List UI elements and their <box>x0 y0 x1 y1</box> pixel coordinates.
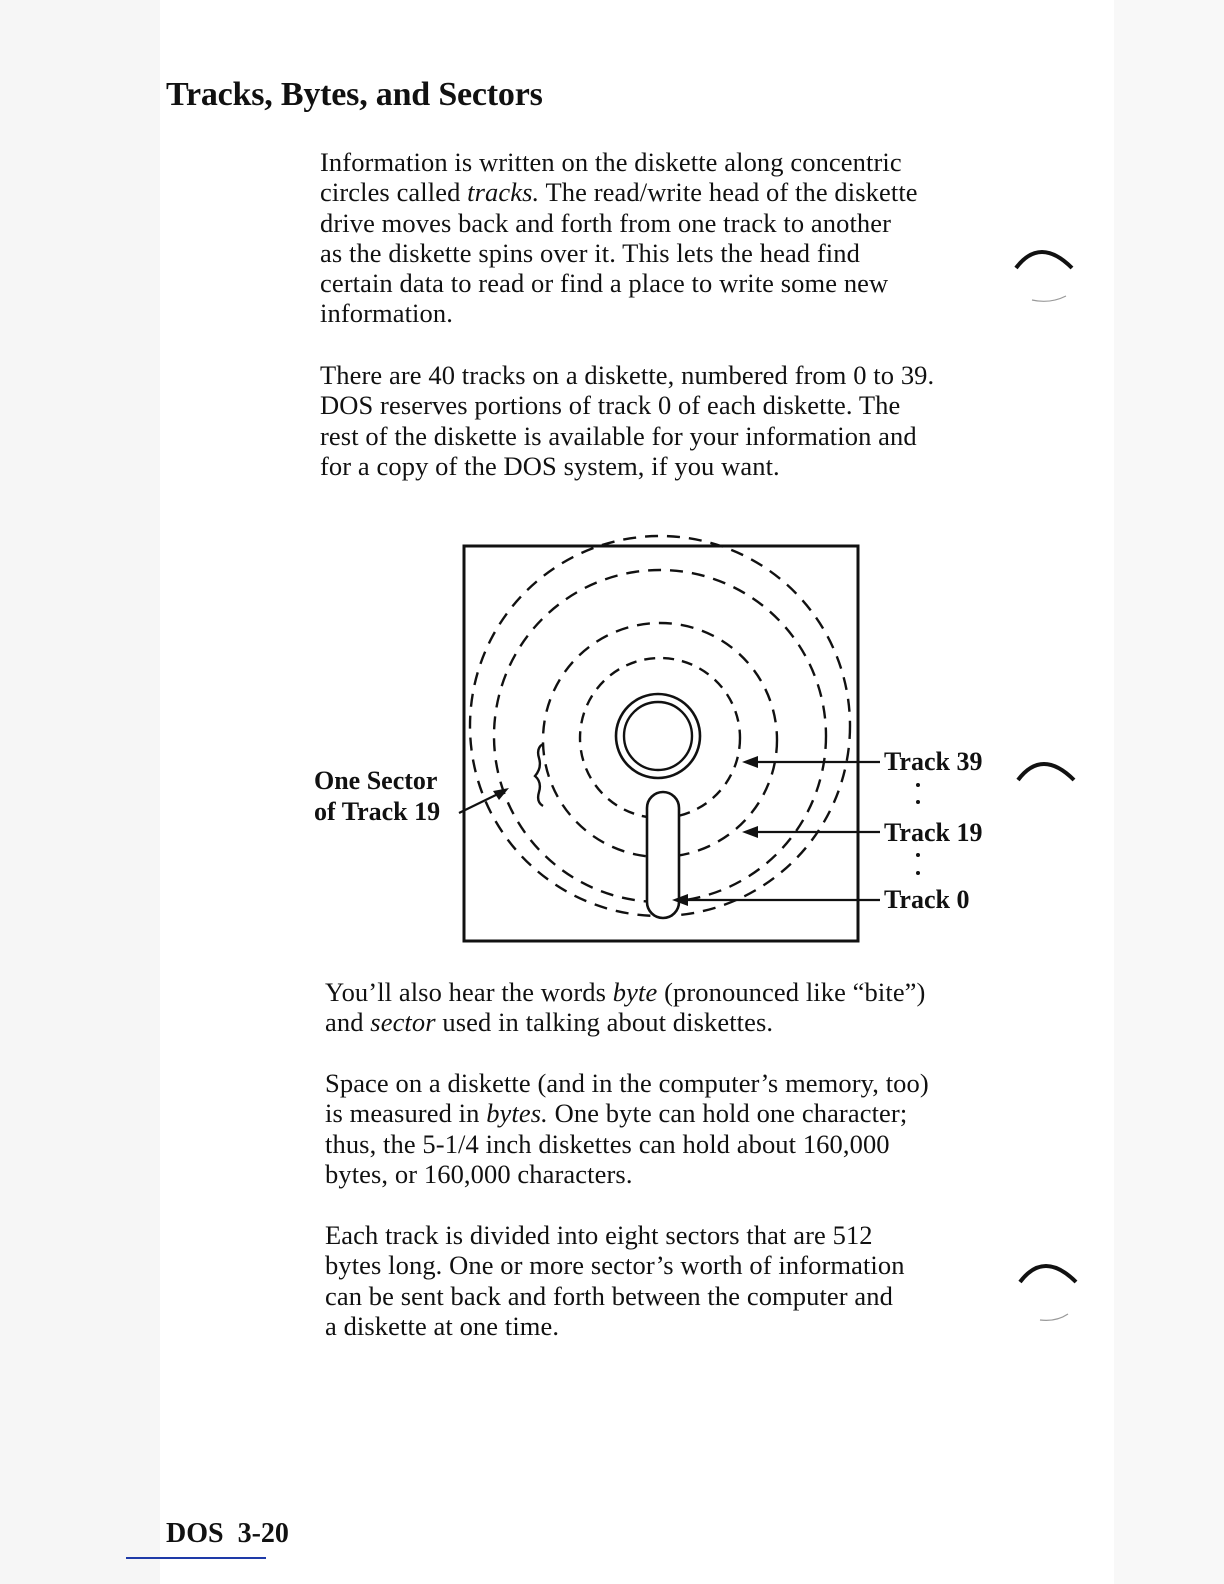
page-margin-shade <box>0 0 160 1584</box>
term-bytes: bytes. <box>486 1098 548 1129</box>
diskette-figure <box>300 530 1060 960</box>
text: One byte can hold one character; thus, the 5-1/4 inch diskettes can hold about 160,000 bytes, or 160,000 characters. <box>325 1098 908 1189</box>
text: Information is written on the diskette along concentric circles called <box>320 147 902 208</box>
track-0-label: Track 0 <box>884 885 970 914</box>
hub-ring-outer <box>616 694 700 778</box>
head-access-slot <box>647 792 679 918</box>
footer-rule <box>126 1557 266 1559</box>
track-39-label: Track 39 <box>884 747 983 776</box>
paragraph-tracks-intro <box>320 147 918 329</box>
diskette-diagram <box>300 530 1060 960</box>
hub-ring-inner <box>624 702 692 770</box>
text: (pronounced like “bite”) and <box>325 977 926 1038</box>
sector-label-line1: One Sector <box>314 766 438 795</box>
sector-pointer-arrowhead <box>493 788 509 800</box>
page-margin-shade-right <box>1114 0 1224 1584</box>
sector-brace <box>535 744 543 806</box>
ellipsis-dot <box>916 800 920 804</box>
page-footer: DOS 3-20 <box>166 1518 289 1549</box>
paragraph-track-count: There are 40 tracks on a diskette, numbered from 0 to 39. DOS reserves portions of track 0 of each diskette. The rest of the diskette is available for your information and for a copy of the DOS system, if you want. <box>320 360 935 481</box>
page-title: Tracks, Bytes, and Sectors <box>166 76 543 113</box>
paragraph-bytes <box>325 1068 929 1189</box>
term-byte: byte <box>612 977 658 1007</box>
text: Space on a diskette (and in the computer’s memory, too) is measured in <box>325 1068 929 1129</box>
text: The read/write head of the diskette drive moves back and forth from one track to another as the diskette spins over it. This lets the head find certain data to read or find a place to write some new information. <box>320 177 918 329</box>
binder-clip-icon <box>1012 750 1082 790</box>
text: used in talking about diskettes. <box>435 1007 774 1038</box>
sector-label-line2: of Track 19 <box>314 797 441 826</box>
track-19-label: Track 19 <box>884 818 983 847</box>
paragraph-sectors: Each track is divided into eight sectors that are 512 bytes long. One or more sector’s worth of information can be sent back and forth between the computer and a diskette at one time. <box>325 1220 905 1341</box>
ellipsis-dot <box>916 853 920 857</box>
track-19-arrowhead <box>742 826 758 838</box>
paragraph-byte-sector-terms <box>325 977 925 1038</box>
term-sector: sector <box>370 1007 436 1038</box>
binder-clip-icon <box>1014 1252 1084 1327</box>
binder-clip-icon <box>1010 238 1080 308</box>
ellipsis-dot <box>916 783 920 787</box>
track-39-arrowhead <box>742 756 758 768</box>
text: You’ll also hear the words <box>325 977 613 1007</box>
term-tracks: tracks. <box>467 177 540 208</box>
ellipsis-dot <box>916 871 920 875</box>
